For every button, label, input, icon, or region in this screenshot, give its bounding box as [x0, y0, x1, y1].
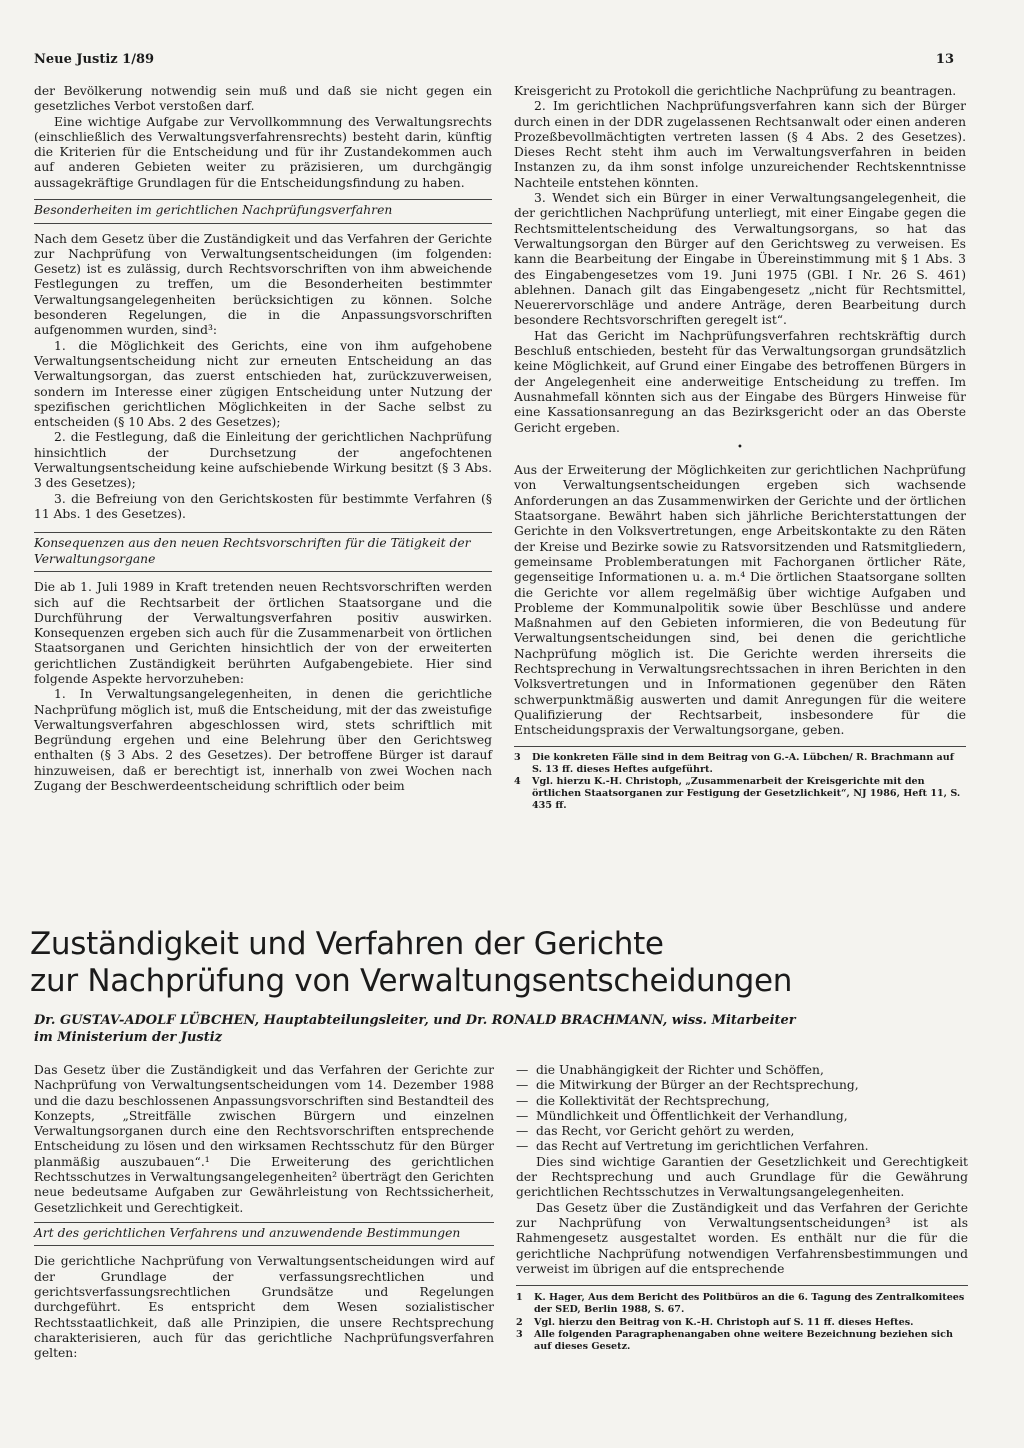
paragraph: 2. Im gerichtlichen Nachprüfungsverfahren kann sich der Bürger durch einen in der DDR zugelassenen Rechtsanwalt oder einen anderen Prozeßbevollmächtigten vertreten lassen (§ 4 Abs. 2 des Gesetzes). Dieses Recht steht ihm auch im Verwaltungsverfahren in beiden Instanzen zu, da ihm sonst infolge unzureichender Rechtskenntnisse Nachteile entstehen könnten.	[514, 99, 966, 190]
article-title-line: Zuständigkeit und Verfahren der Gerichte	[30, 926, 664, 962]
journal-name: Neue Justiz 1/89	[34, 52, 155, 67]
footnote	[516, 1317, 968, 1329]
list-item: — Mündlichkeit und Öffentlichkeit der Verhandlung,	[516, 1109, 968, 1124]
footnote-number: 3	[516, 1328, 523, 1340]
footnote-number: 3	[514, 752, 521, 764]
footnote-number: 1	[516, 1292, 523, 1304]
paragraph: Aus der Erweiterung der Möglichkeiten zur gerichtlichen Nachprüfung von Verwaltungsentscheidungen ergeben sich wachsende Anforderungen an das Zusammenwirken der Gerichte und der örtlichen Staatsorgane. Bewährt haben sich jährliche Berichterstattungen der Gerichte in den Volksvertretungen, enge Arbeitskontakte zu den Räten der Kreise und Bezirke sowie zu Ratsvorsitzenden und Ratsmitgliedern, gemeinsame Problemberatungen mit Fachorganen örtlicher Räte, gegenseitige Informationen u. a. m.⁴ Die örtlichen Staatsorgane sollten die Gerichte vor allem regelmäßig über wichtige Aufgaben und Probleme der Kommunalpolitik sowie über Beschlüsse und andere Maßnahmen auf den Gebieten informieren, die von Bedeutung für Verwaltungsentscheidungen sind, bei denen die gerichtliche Nachprüfung möglich ist. Die Gerichte werden ihrerseits die Rechtsprechung in Verwaltungsrechtssachen in ihren Berichten in den Volksvertretungen und in Informationen gegenüber den Räten schwerpunktmäßig auswerten und damit Anregungen für die weitere Qualifizierung der Rechtsarbeit, insbesondere für die Entscheidungspraxis der Verwaltungsorgane, geben.	[514, 463, 966, 738]
list-item: — das Recht auf Vertretung im gerichtlichen Verfahren.	[516, 1139, 968, 1154]
list-item: 2. die Festlegung, daß die Einleitung der gerichtlichen Nachprüfung hinsichtlich der Durchsetzung der angefochtenen Verwaltungsentscheidung keine aufschiebende Wirkung besitzt (§ 3 Abs. 3 des Gesetzes);	[34, 430, 492, 491]
footnote-text: K. Hager, Aus dem Bericht des Politbüros an die 6. Tagung des Zentralkomitees der SED, Berlin 1988, S. 67.	[534, 1292, 965, 1316]
footnote-text: Alle folgenden Paragraphenangaben ohne weitere Bezeichnung beziehen sich auf dieses Gesetz.	[534, 1328, 953, 1352]
paragraph: Das Gesetz über die Zuständigkeit und das Verfahren der Gerichte zur Nachprüfung von Verwaltungsentscheidungen³ ist als Rahmengesetz ausgestaltet worden. Es enthält nur die für die gerichtliche Nachprüfung notwendigen Verfahrensbestimmungen und verweist im übrigen auf die entsprechende	[516, 1200, 968, 1276]
list-item: — die Unabhängigkeit der Richter und Schöffen,	[516, 1063, 968, 1078]
footnote-text: Vgl. hierzu den Beitrag von K.-H. Christoph auf S. 11 ff. dieses Heftes.	[534, 1316, 914, 1328]
paragraph: Hat das Gericht im Nachprüfungsverfahren rechtskräftig durch Beschluß entschieden, besteht für das Verwaltungsorgan grundsätzlich keine Möglichkeit, auf Grund einer Eingabe des betroffenen Bürgers in der Angelegenheit eine anderweitige Entscheidung zu treffen. Im Ausnahmefall könnten sich aus der Eingabe des Bürgers Hinweise für eine Kassationsanregung an das Bezirksgericht oder an das Oberste Gericht ergeben.	[514, 328, 966, 435]
footnote	[516, 1329, 968, 1353]
bottom-left-column	[34, 1063, 494, 1362]
section-heading: Besonderheiten im gerichtlichen Nachprüfungsverfahren	[34, 199, 492, 224]
footnote	[514, 752, 966, 776]
footnote-number: 2	[516, 1316, 523, 1328]
paragraph: Das Gesetz über die Zuständigkeit und das Verfahren der Gerichte zur Nachprüfung von Verwaltungsentscheidungen vom 14. Dezember 1988 und die dazu beschlossenen Anpassungsvorschriften sind Bestandteil des Konzepts, „Streitfälle zwischen Bürgern und einzelnen Verwaltungsorganen durch eine den Rechtsvorschriften entsprechende Entscheidung zu lösen und den wirksamen Rechtsschutz für den Bürger planmäßig auszubauen“.¹ Die Erweiterung des gerichtlichen Rechtsschutzes in Verwaltungsangelegenheiten² überträgt den Gerichten neue bedeutsame Aufgaben zur Gewährleistung von Rechtssicherheit, Gesetzlichkeit und Gerechtigkeit.	[34, 1063, 494, 1215]
separator-dot: •	[737, 441, 743, 453]
paragraph: Die ab 1. Juli 1989 in Kraft tretenden neuen Rechtsvorschriften werden sich auf die Rechtsarbeit der örtlichen Staatsorgane und die Durchführung der Verwaltungsverfahren positiv auswirken. Konsequenzen ergeben sich auch für die Zusammenarbeit von örtlichen Staatsorganen und Gerichten hinsichtlich der von der erweiterten gerichtlichen Zuständigkeit berührten Aufgabengebiete. Hier sind folgende Aspekte hervorzuheben:	[34, 580, 492, 686]
paragraph: Die gerichtliche Nachprüfung von Verwaltungsentscheidungen wird auf der Grundlage der verfassungsrechtlichen und gerichtsverfassungsrechtlichen Grundsätze und Regelungen durchgeführt. Es entspricht dem Wesen sozialistischer Rechtsstaatlichkeit, daß alle Prinzipien, die unsere Rechtsprechung charakterisieren, auch für das gerichtliche Nachprüfungsverfahren gelten:	[34, 1254, 494, 1361]
paragraph: der Bevölkerung notwendig sein muß und daß sie nicht gegen ein gesetzliches Verbot verstoßen darf.	[34, 84, 492, 114]
footnote-number: 4	[514, 776, 521, 788]
list-item: — die Mitwirkung der Bürger an der Rechtsprechung,	[516, 1078, 968, 1093]
article-authors	[34, 1012, 984, 1046]
list-item: 1. die Möglichkeit des Gerichts, eine von ihm aufgehobene Verwaltungsentscheidung nicht zur erneuten Entscheidung an das Verwaltungsorgan, das zuerst entschieden hat, zurückzuverweisen, sondern im Interesse einer zügigen Entscheidung unter Nutzung der spezifischen gerichtlichen Möglichkeiten in der Sache selbst zu entscheiden (§ 10 Abs. 2 des Gesetzes);	[34, 338, 492, 430]
authors-line: im Ministerium der Justiz	[34, 1030, 223, 1045]
paragraph: Kreisgericht zu Protokoll die gerichtliche Nachprüfung zu beantragen.	[514, 84, 957, 98]
footnotes	[514, 746, 966, 812]
footnote-text: Vgl. hierzu K.-H. Christoph, „Zusammenarbeit der Kreisgerichte mit den örtlichen Staatsorganen zur Festigung der Gesetzlichkeit“, NJ 1986, Heft 11, S. 435 ff.	[532, 776, 961, 812]
authors-line: Dr. GUSTAV-ADOLF LÜBCHEN, Hauptabteilungsleiter, und Dr. RONALD BRACHMANN, wiss. Mitarbeiter	[34, 1013, 796, 1028]
section-heading: Art des gerichtlichen Verfahrens und anzuwendende Bestimmungen	[34, 1222, 494, 1247]
footnotes	[516, 1285, 968, 1353]
top-left-column	[34, 84, 492, 794]
paragraph: Dies sind wichtige Garantien der Gesetzlichkeit und Gerechtigkeit der Rechtsprechung und auch Grundlage für die Gewährung gerichtlichen Rechtsschutzes in Verwaltungsangelegenheiten.	[516, 1154, 968, 1200]
list-item: — die Kollektivität der Rechtsprechung,	[516, 1094, 968, 1109]
paragraph: 3. Wendet sich ein Bürger in einer Verwaltungsangelegenheit, die der gerichtlichen Nachprüfung unterliegt, mit einer Eingabe gegen die Rechtsmittelentscheidung des Verwaltungsorgans, so hat das Verwaltungsorgan den Bürger auf den Gerichtsweg zu verweisen. Es kann die Bearbeitung der Eingabe in Übereinstimmung mit § 1 Abs. 3 des Eingabengesetzes vom 19. Juni 1975 (GBl. I Nr. 26 S. 461) ablehnen. Danach gilt das Eingabengesetz „nicht für Rechtsmittel, Neuerervorschläge und andere Anträge, deren Bearbeitung durch besondere Rechtsvorschriften geregelt ist“.	[514, 191, 966, 328]
list-item: 1. In Verwaltungsangelegenheiten, in denen die gerichtliche Nachprüfung möglich ist, muß die Entscheidung, mit der das zweistufige Verwaltungsverfahren abgeschlossen wird, stets schriftlich mit Begründung ergehen und eine Belehrung über den Gerichtsweg enthalten (§ 3 Abs. 2 des Gesetzes). Der betroffene Bürger ist darauf hinzuweisen, daß er berechtigt ist, innerhalb von zwei Wochen nach Zugang der Beschwerdeentscheidung schriftlich oder beim	[34, 687, 492, 794]
section-heading: Konsequenzen aus den neuen Rechtsvorschriften für die Tätigkeit der Verwaltungsorgane	[34, 532, 492, 572]
page-header	[34, 52, 954, 70]
bottom-right-column	[516, 1063, 968, 1353]
paragraph: Nach dem Gesetz über die Zuständigkeit und das Verfahren der Gerichte zur Nachprüfung von Verwaltungsentscheidungen (im folgenden: Gesetz) ist es zulässig, durch Rechtsvorschriften von ihm abweichende Festlegungen zu treffen, um die Besonderheiten bestimmter Verwaltungsangelegenheiten berücksichtigen zu können. Solche besonderen Regelungen, die in die Anpassungsvorschriften aufgenommen wurden, sind³:	[34, 231, 492, 338]
page-number: 13	[935, 52, 954, 67]
paragraph: Eine wichtige Aufgabe zur Vervollkommnung des Verwaltungsrechts (einschließlich des Verwaltungsverfahrensrechts) besteht darin, künftig die Kriterien für die Entscheidung und für ihr Zustandekommen auch auf anderen Gebieten weiter zu präzisieren, um durchgängig aussagekräftige Grundlagen für die Entscheidungsfindung zu haben.	[34, 114, 492, 190]
footnote	[514, 776, 966, 812]
list-item: 3. die Befreiung von den Gerichtskosten für bestimmte Verfahren (§ 11 Abs. 1 des Gesetzes).	[34, 491, 492, 521]
article-title	[30, 926, 960, 1000]
footnote-text: Die konkreten Fälle sind in dem Beitrag von G.-A. Lübchen/ R. Brachmann auf S. 13 ff. dieses Heftes aufgeführt.	[532, 752, 954, 776]
principles-list	[516, 1063, 968, 1155]
list-item: — das Recht, vor Gericht gehört zu werden,	[516, 1124, 968, 1139]
article-title-line: zur Nachprüfung von Verwaltungsentscheidungen	[30, 963, 793, 999]
top-right-column	[514, 84, 966, 812]
footnote	[516, 1292, 968, 1316]
